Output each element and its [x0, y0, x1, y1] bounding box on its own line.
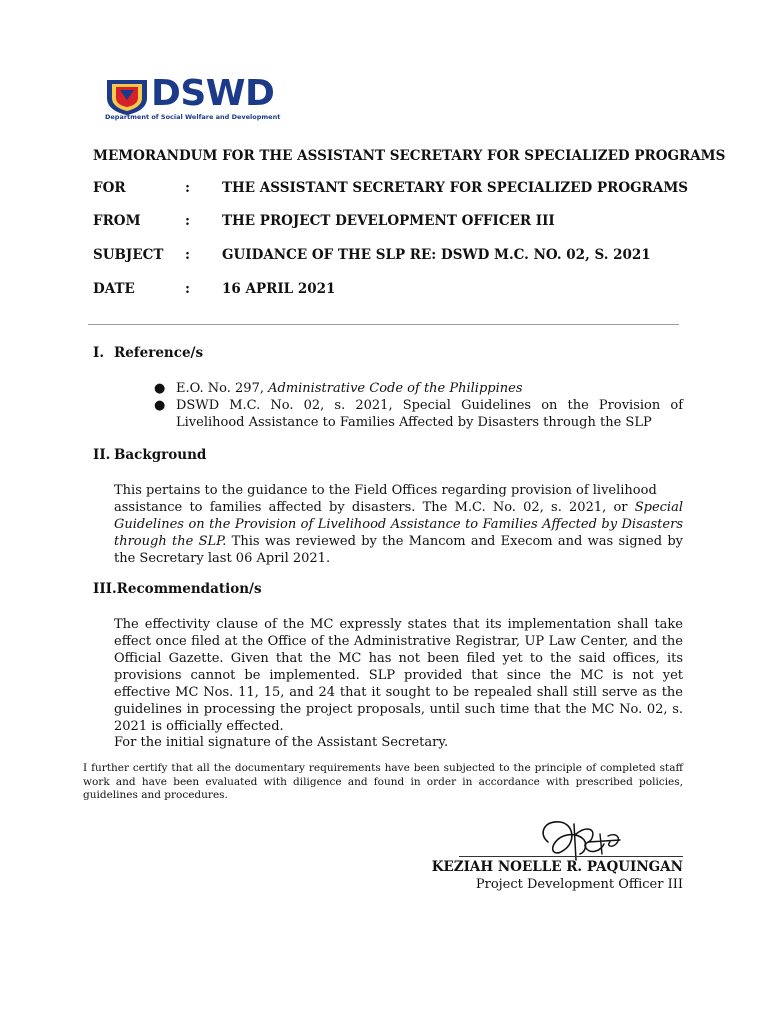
bullet-icon: ●: [154, 398, 166, 413]
section-number: II.: [93, 447, 111, 463]
date-colon: :: [185, 281, 190, 297]
from-label: FROM: [93, 213, 141, 229]
reference-list: [154, 380, 683, 431]
reference-item-text: DSWD M.C. No. 02, s. 2021, Special Guidelines on the Provision of Livelihood Assistance to Families Affected by Disasters through the SLP: [176, 398, 683, 430]
section-recommendation-heading: [93, 581, 262, 597]
from-colon: :: [185, 213, 190, 229]
subject-value: GUIDANCE OF THE SLP RE: DSWD M.C. NO. 02, S. 2021: [222, 247, 651, 263]
signatory-title: Project Development Officer III: [475, 877, 683, 892]
section-number: III.: [93, 581, 117, 597]
background-italic-title: Special Guidelines on the Provision of Livelihood Assistance to Families Affected by Disasters through the SLP.: [114, 500, 683, 549]
background-paragraph: [114, 482, 683, 567]
date-value: 16 APRIL 2021: [222, 281, 336, 297]
signatory-name: KEZIAH NOELLE R. PAQUINGAN: [431, 859, 683, 875]
list-item: [154, 380, 683, 397]
dswd-logo: [105, 73, 281, 124]
background-first-line: This pertains to the guidance to the Field Offices regarding provision of livelihood: [114, 483, 657, 498]
subject-label: SUBJECT: [93, 247, 164, 263]
reference-item-italic: Administrative Code of the Philippines: [268, 381, 523, 396]
for-colon: :: [185, 180, 190, 196]
list-item: [154, 397, 683, 431]
header-divider: [88, 324, 679, 325]
section-number: I.: [93, 345, 105, 361]
for-value: THE ASSISTANT SECRETARY FOR SPECIALIZED PROGRAMS: [222, 180, 689, 196]
section-title: Background: [114, 447, 207, 463]
certification-statement: I further certify that all the documentary requirements have been subjected to the principle of completed staff work and have been evaluated with diligence and found in order in accordance with prescribed policies, guidelines and procedures.: [83, 762, 683, 801]
bullet-icon: ●: [154, 381, 166, 396]
section-reference-heading: [93, 345, 203, 361]
logo-wordmark: DSWD: [151, 73, 275, 114]
date-label: DATE: [93, 281, 135, 297]
dswd-emblem-icon: [105, 76, 149, 116]
section-background-heading: [93, 447, 206, 463]
logo-tagline: Department of Social Welfare and Development: [105, 113, 281, 121]
reference-item-prefix: E.O. No. 297,: [176, 381, 269, 396]
background-text-end: This was reviewed by the Mancom and Execom and was signed by the Secretary last 06 April 2021.: [114, 534, 683, 566]
section-title: Reference/s: [114, 345, 204, 361]
for-label: FOR: [93, 180, 126, 196]
signature-line: [459, 856, 683, 857]
closing-line: For the initial signature of the Assistant Secretary.: [114, 735, 449, 750]
background-text: assistance to families affected by disasters. The M.C. No. 02, s. 2021, or: [114, 500, 635, 515]
recommendation-paragraph: The effectivity clause of the MC expressly states that its implementation shall take effect once filed at the Office of the Administrative Registrar, UP Law Center, and the Official Gazette. Given that the MC has not been filed yet to the said offices, its provisions cannot be implemented. SLP provided that since the MC is not yet effective MC Nos. 11, 15, and 24 that it sought to be repealed shall still serve as the guidelines in processing the project proposals, until such time that the MC No. 02, s. 2021 is officially effected.: [114, 617, 683, 734]
subject-colon: :: [185, 247, 190, 263]
section-title: Recommendation/s: [116, 581, 262, 597]
from-value: THE PROJECT DEVELOPMENT OFFICER III: [222, 213, 555, 229]
memo-title: MEMORANDUM FOR THE ASSISTANT SECRETARY FOR SPECIALIZED PROGRAMS: [93, 148, 726, 164]
